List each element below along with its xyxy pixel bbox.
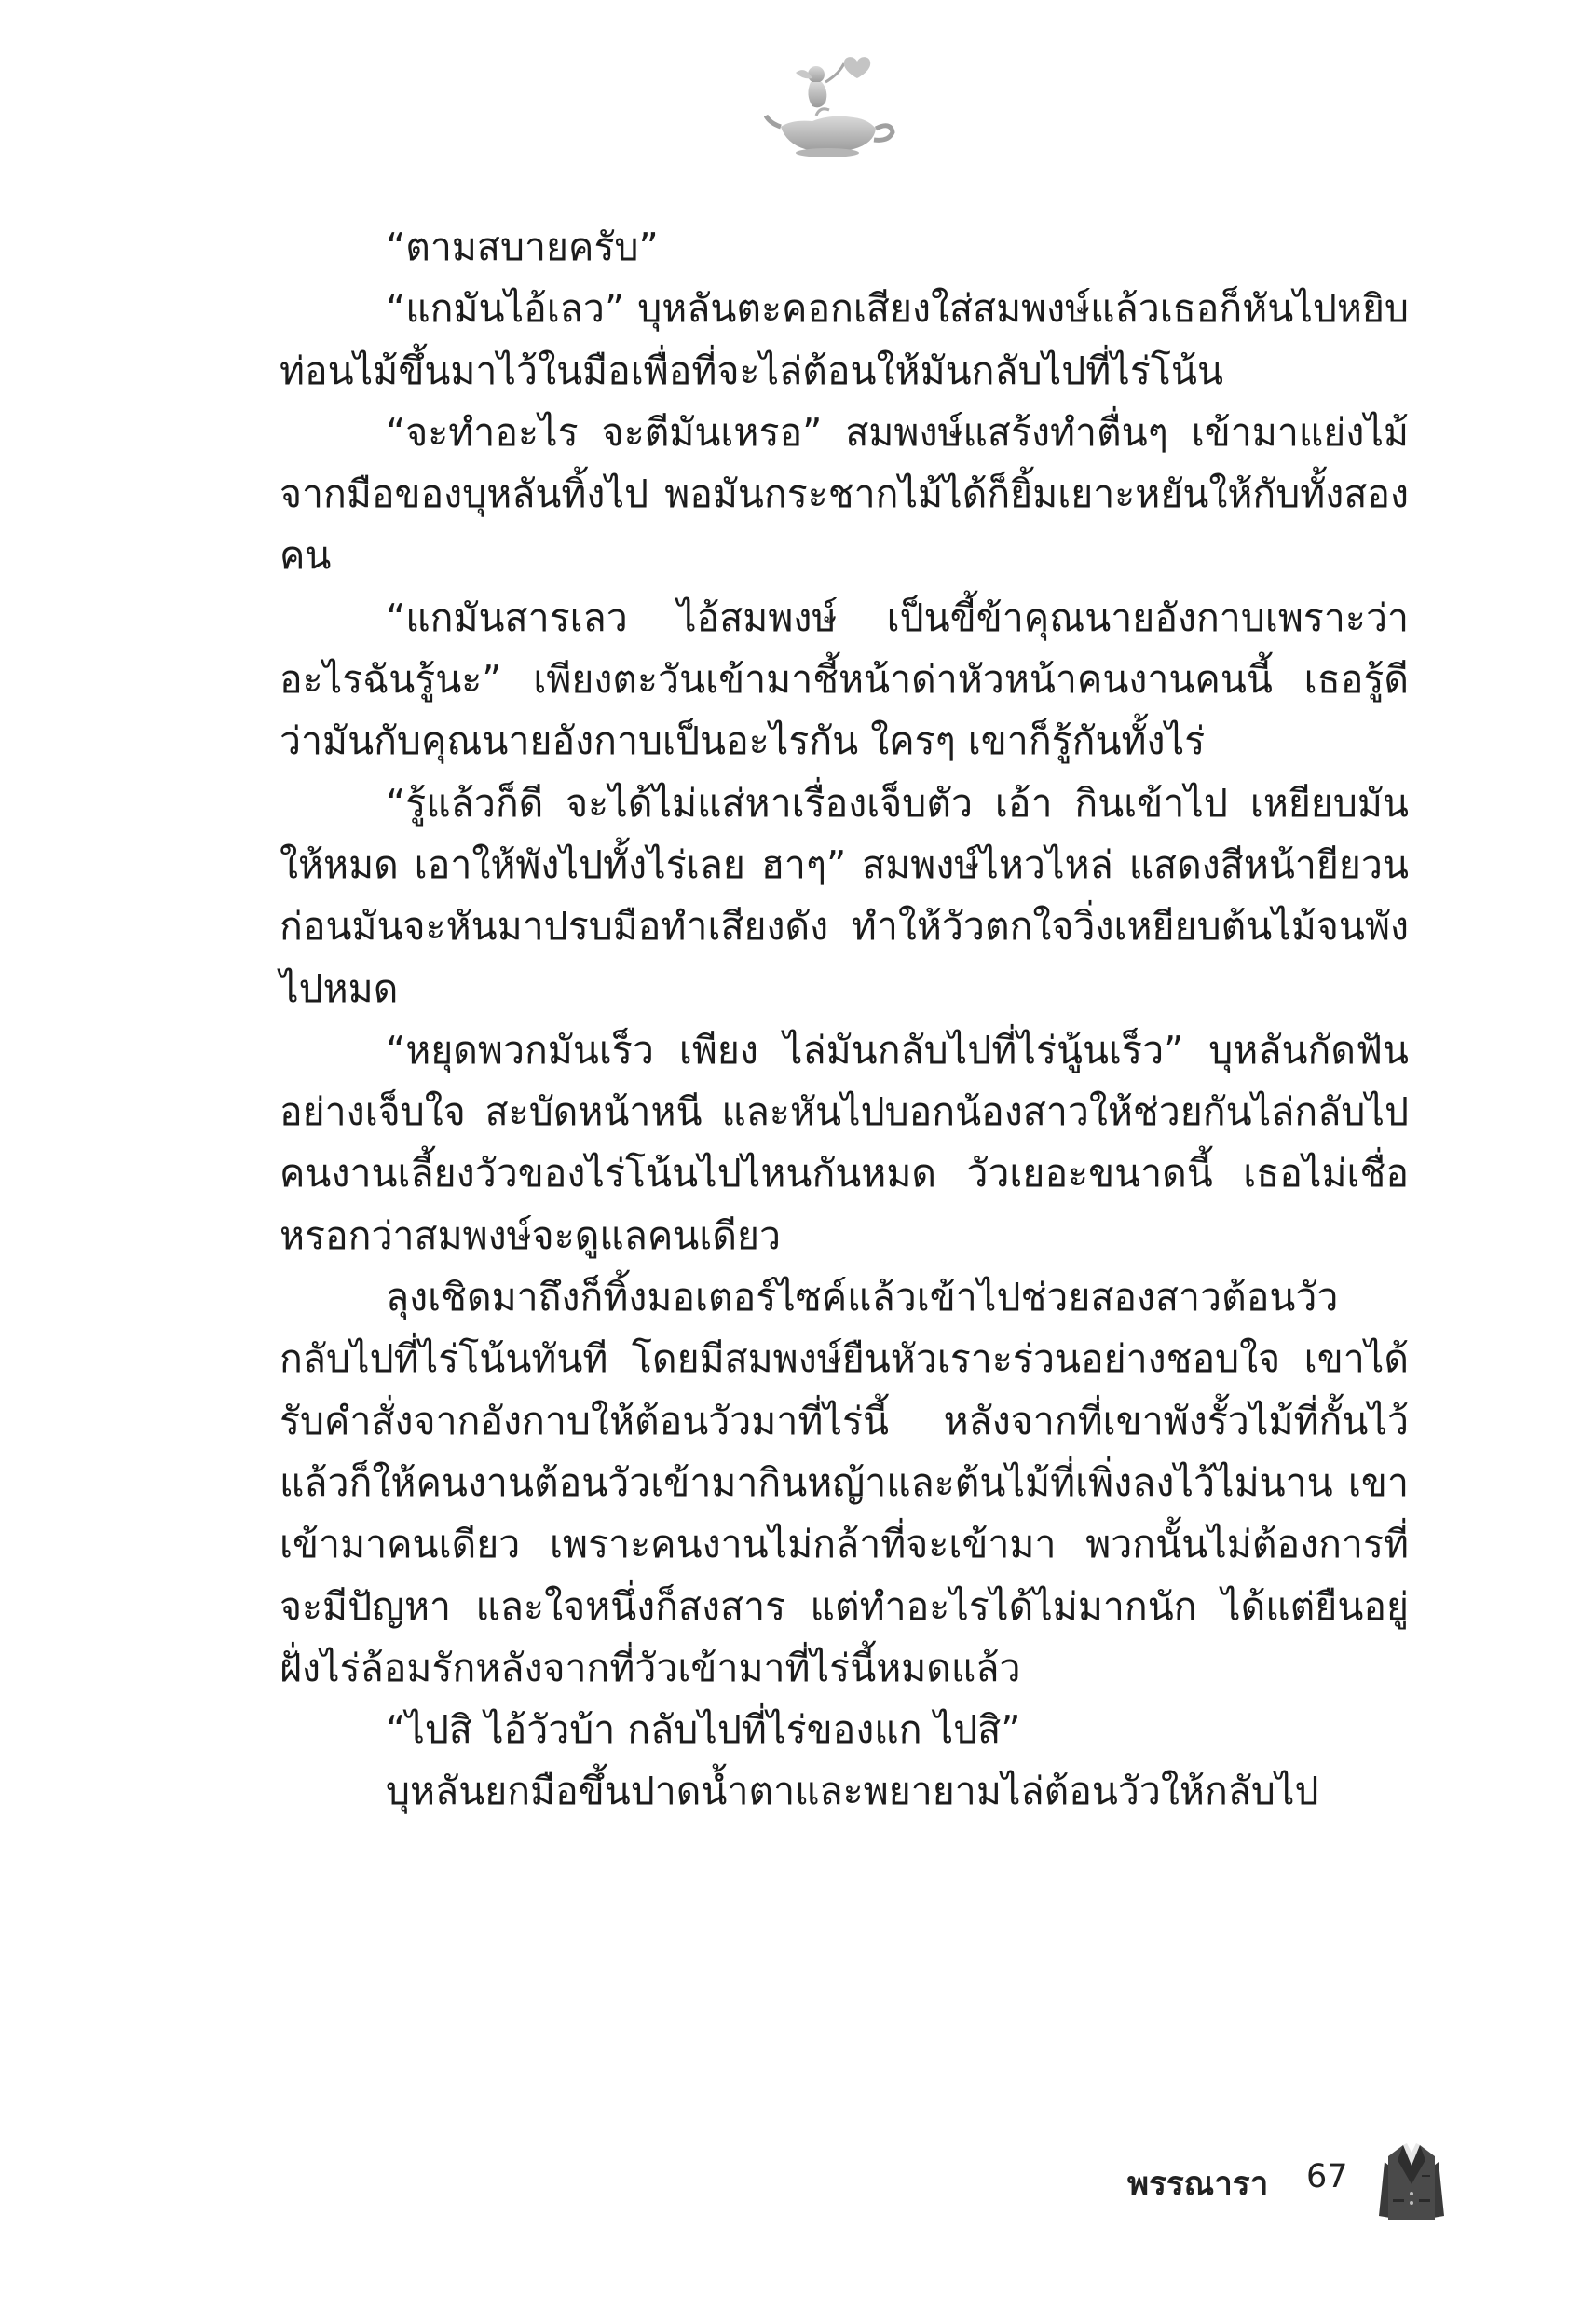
paragraph: “หยุดพวกมันเร็ว เพียง ไล่มันกลับไปที่ไร่นู้นเร็ว” บุหลันกัดฟันอย่างเจ็บใจ สะบัดหน้าหนี และหันไปบอกน้องสาวให้ช่วยกันไล่กลับไปคนงานเลี้ยงวัวของไร่โน้นไปไหนกันหมด วัวเยอะขนาดนี้ เธอไม่เชื่อหรอกว่าสมพงษ์จะดูแลคนเดียว <box>280 1027 1409 1258</box>
page-number: 67 <box>1306 2158 1348 2195</box>
paragraph: “ตามสบายครับ” <box>386 225 659 269</box>
suit-jacket-icon <box>1379 2141 1444 2222</box>
paragraph: บุหลันยกมือขึ้นปาดน้ำตาและพยายามไล่ต้อนวัวให้กลับไป <box>386 1769 1319 1814</box>
paragraph: “ไปสิ ไอ้วัวบ้า กลับไปที่ไร่ของแก ไปสิ” <box>386 1707 1021 1753</box>
book-title: พรรณารา <box>1127 2166 1269 2203</box>
paragraph: “จะทำอะไร จะตีมันเหรอ” สมพงษ์แสร้งทำตื่นๆ เข้ามาแย่งไม้จากมือของบุหลันทิ้งไป พอมันกระชากไม้ได้ก็ยิ้มเยาะหยันให้กับทั้งสองคน <box>280 409 1409 579</box>
paragraph: “รู้แล้วก็ดี จะได้ไม่แส่หาเรื่องเจ็บตัว เอ้า กินเข้าไป เหยียบมันให้หมด เอาให้พังไปทั้งไร่เลย ฮาๆ” สมพงษ์ไหวไหล่ แสดงสีหน้ายียวนก่อนมันจะหันมาปรบมือทำเสียงดัง ทำให้วัวตกใจวิ่งเหยียบต้นไม้จนพังไปหมด <box>280 780 1409 1011</box>
cupid-teapot-ornament-icon <box>764 54 904 166</box>
page-footer <box>1071 2141 1444 2225</box>
paragraph: ลุงเชิดมาถึงก็ทิ้งมอเตอร์ไซค์แล้วเข้าไปช่วยสองสาวต้อนวัวกลับไปที่ไร่โน้นทันที โดยมีสมพงษ์ยืนหัวเราะร่วนอย่างชอบใจ เขาได้รับคำสั่งจากอังกาบให้ต้อนวัวมาที่ไร่นี้ หลังจากที่เขาพังรั้วไม้ที่กั้นไว้แล้วก็ให้คนงานต้อนวัวเข้ามากินหญ้าและต้นไม้ที่เพิ่งลงไว้ไม่นาน เขาเข้ามาคนเดียว เพราะคนงานไม่กล้าที่จะเข้ามา พวกนั้นไม่ต้องการที่จะมีปัญหา และใจหนึ่งก็สงสาร แต่ทำอะไรได้ไม่มากนัก ได้แต่ยืนอยู่ฝั่งไร่ล้อมรักหลังจากที่วัวเข้ามาที่ไร่นี้หมดแล้ว <box>280 1275 1409 1690</box>
body-text <box>280 216 1409 1823</box>
paragraph: “แกมันสารเลว ไอ้สมพงษ์ เป็นขี้ข้าคุณนายอังกาบเพราะว่าอะไรฉันรู้นะ” เพียงตะวันเข้ามาชี้หน้าด่าหัวหน้าคนงานคนนี้ เธอรู้ดีว่ามันกับคุณนายอังกาบเป็นอะไรกัน ใครๆ เขาก็รู้กันทั้งไร่ <box>280 595 1409 764</box>
paragraph: “แกมันไอ้เลว” บุหลันตะคอกเสียงใส่สมพงษ์แล้วเธอก็หันไปหยิบท่อนไม้ขึ้นมาไว้ในมือเพื่อที่จะไล่ต้อนให้มันกลับไปที่ไร่โน้น <box>280 286 1409 393</box>
